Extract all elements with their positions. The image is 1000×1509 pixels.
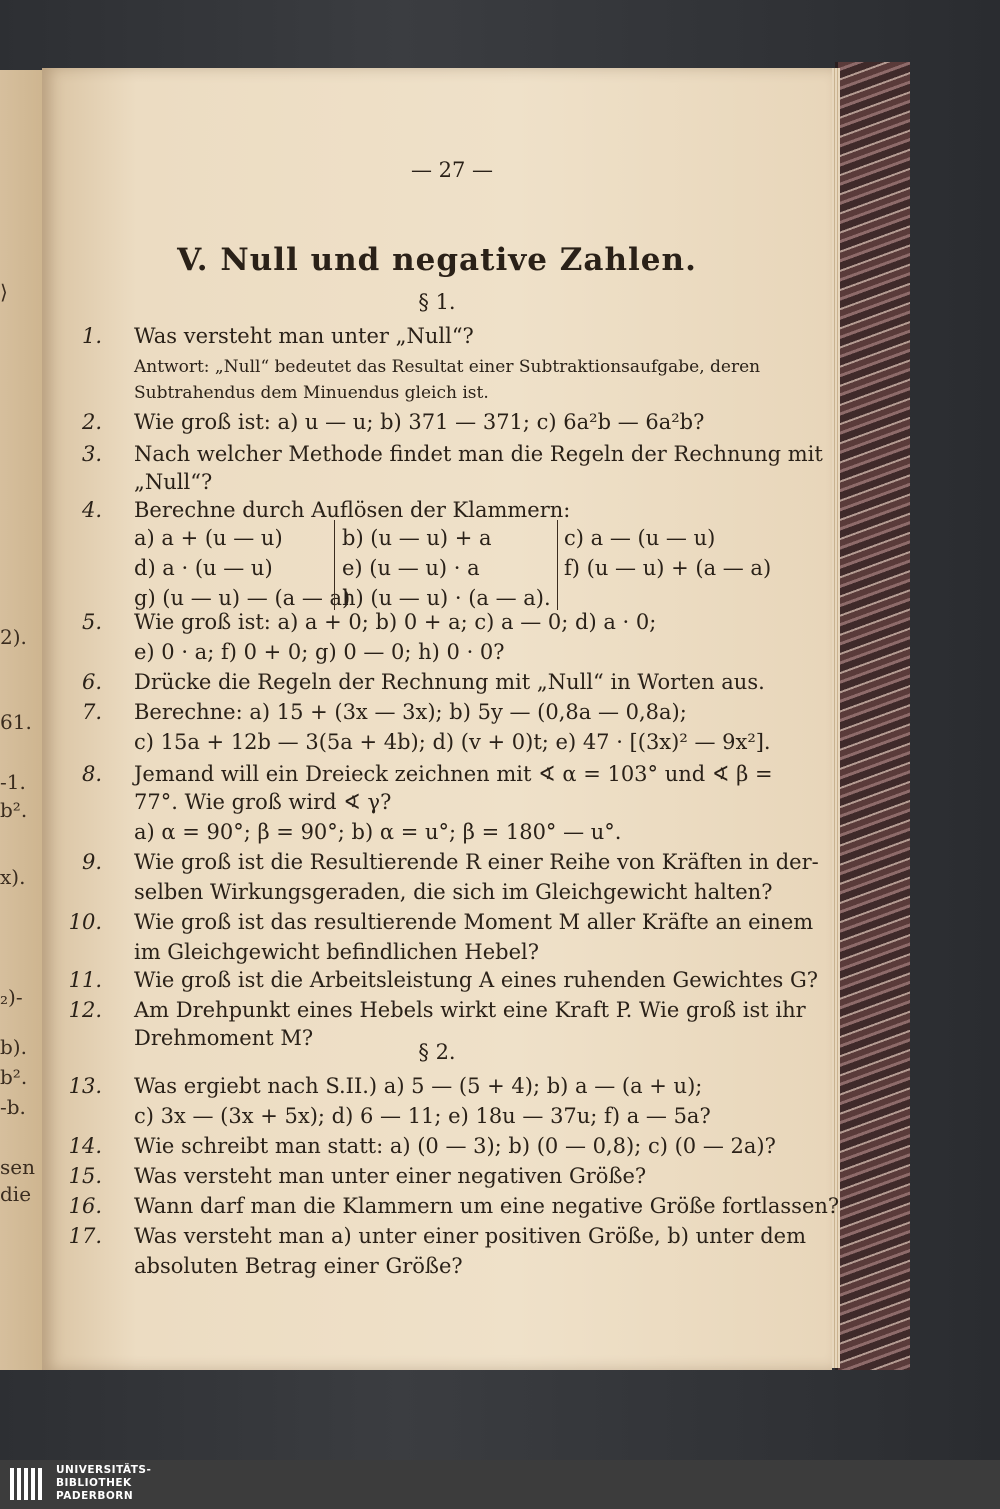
grid-cell: c) a — (u — u): [564, 526, 716, 550]
page-number: — 27 —: [410, 158, 494, 182]
exercise-number: 5.: [81, 610, 102, 634]
exercise-line: Am Drehpunkt eines Hebels wirkt eine Kraft P. Wie groß ist ihr: [134, 998, 806, 1022]
grid-cell: d) a · (u — u): [134, 556, 273, 580]
exercise-line: Berechne: a) 15 + (3x — 3x); b) 5y — (0,8a — 0,8a);: [134, 700, 687, 724]
grid-divider: [557, 520, 558, 610]
exercise-line: c) 3x — (3x + 5x); d) 6 — 11; e) 18u — 37u; f) a — 5a?: [134, 1104, 711, 1128]
exercise-line: Drücke die Regeln der Rechnung mit „Null“ in Worten aus.: [134, 670, 765, 694]
exercise-line: Was ergiebt nach S.II.) a) 5 — (5 + 4); b) a — (a + u);: [134, 1074, 703, 1098]
previous-page-fragment: 61.: [0, 710, 32, 734]
exercise-number: 6.: [81, 670, 102, 694]
exercise-number: 2.: [81, 410, 102, 434]
previous-page-fragment: -1.: [0, 770, 26, 794]
exercise-number: 17.: [68, 1224, 102, 1248]
exercise-line: selben Wirkungsgeraden, die sich im Gleichgewicht halten?: [134, 880, 773, 904]
exercise-line: Wann darf man die Klammern um eine negative Größe fortlassen?: [134, 1194, 840, 1218]
previous-page-fragment: die: [0, 1182, 32, 1206]
exercise-number: 8.: [81, 762, 102, 786]
library-logo-text: [56, 1464, 151, 1503]
exercise-line: 77°. Wie groß wird ∢ γ?: [134, 790, 392, 814]
previous-page-fragment: ₂)-: [0, 985, 23, 1009]
grid-cell: h) (u — u) · (a — a).: [342, 586, 551, 610]
exercise-line: a) α = 90°; β = 90°; b) α = u°; β = 180° — u°.: [134, 820, 622, 844]
exercise-line: absoluten Betrag einer Größe?: [134, 1254, 463, 1278]
exercise-number: 15.: [68, 1164, 102, 1188]
exercise-number: 7.: [81, 700, 102, 724]
previous-page-fragment: sen: [0, 1155, 35, 1179]
logo-line: BIBLIOTHEK: [56, 1477, 132, 1489]
exercise-line: Wie groß ist die Resultierende R einer Reihe von Kräften in der-: [134, 850, 819, 874]
exercise-line: im Gleichgewicht befindlichen Hebel?: [134, 940, 539, 964]
exercise-number: 16.: [68, 1194, 102, 1218]
exercise-number: 14.: [68, 1134, 102, 1158]
grid-divider: [334, 520, 335, 610]
previous-page-fragment: b².: [0, 1065, 28, 1089]
exercise-line: c) 15a + 12b — 3(5a + 4b); d) (v + 0)t; e) 47 · [(3x)² — 9x²].: [134, 730, 771, 754]
exercise-number: 12.: [68, 998, 102, 1022]
exercise-number: 4.: [81, 498, 102, 522]
exercise-number: 3.: [81, 442, 102, 466]
exercise-line: Nach welcher Methode findet man die Regeln der Rechnung mit: [134, 442, 823, 466]
logo-line: UNIVERSITÄTS-: [56, 1464, 152, 1476]
exercise-number: 9.: [81, 850, 102, 874]
book-cover-edge: [835, 62, 910, 1370]
exercise-line: e) 0 · a; f) 0 + 0; g) 0 — 0; h) 0 · 0?: [134, 640, 505, 664]
exercise-line: Subtrahendus dem Minuendus gleich ist.: [134, 383, 489, 403]
grid-cell: a) a + (u — u): [134, 526, 283, 550]
book-page: [42, 68, 840, 1370]
exercise-line: Wie groß ist das resultierende Moment M aller Kräfte an einem: [134, 910, 814, 934]
exercise-number: 10.: [68, 910, 102, 934]
exercise-line: Wie groß ist: a) a + 0; b) 0 + a; c) a — 0; d) a · 0;: [134, 610, 657, 634]
grid-cell: b) (u — u) + a: [342, 526, 492, 550]
exercise-line: „Null“?: [134, 470, 213, 494]
grid-cell: e) (u — u) · a: [342, 556, 480, 580]
exercise-line: Was versteht man a) unter einer positiven Größe, b) unter dem: [134, 1224, 807, 1248]
exercise-line: Wie schreibt man statt: a) (0 — 3); b) (0 — 0,8); c) (0 — 2a)?: [134, 1134, 776, 1158]
previous-page-fragment: b).: [0, 1035, 27, 1059]
exercise-number: 1.: [81, 324, 102, 348]
chapter-title: V. Null und negative Zahlen.: [177, 242, 697, 278]
logo-line: PADERBORN: [56, 1490, 134, 1502]
previous-page-fragment: -b.: [0, 1095, 26, 1119]
previous-page-fragment: x).: [0, 865, 26, 889]
grid-cell: g) (u — u) — (a — a): [134, 586, 351, 610]
exercise-line: Berechne durch Auflösen der Klammern:: [134, 498, 571, 522]
exercise-line: Was versteht man unter einer negativen Größe?: [134, 1164, 647, 1188]
exercise-number: 11.: [68, 968, 102, 992]
library-footer: [0, 1460, 1000, 1509]
section-heading-2: § 2.: [418, 1040, 456, 1064]
exercise-line: Wie groß ist: a) u — u; b) 371 — 371; c) 6a²b — 6a²b?: [134, 410, 705, 434]
exercise-line: Jemand will ein Dreieck zeichnen mit ∢ α = 103° und ∢ β =: [134, 762, 773, 786]
library-logo-icon: [8, 1464, 48, 1504]
exercise-line: Drehmoment M?: [134, 1026, 314, 1050]
previous-page-fragment: b².: [0, 798, 28, 822]
exercise-line: Antwort: „Null“ bedeutet das Resultat einer Subtraktionsaufgabe, deren: [134, 357, 761, 377]
exercise-line: Wie groß ist die Arbeitsleistung A eines ruhenden Gewichtes G?: [134, 968, 819, 992]
exercise-line: Was versteht man unter „Null“?: [134, 324, 474, 348]
previous-page-fragment: ⟩: [0, 280, 8, 304]
grid-cell: f) (u — u) + (a — a): [564, 556, 772, 580]
exercise-number: 13.: [68, 1074, 102, 1098]
previous-page-fragment: 2).: [0, 625, 27, 649]
section-heading-1: § 1.: [418, 290, 456, 314]
